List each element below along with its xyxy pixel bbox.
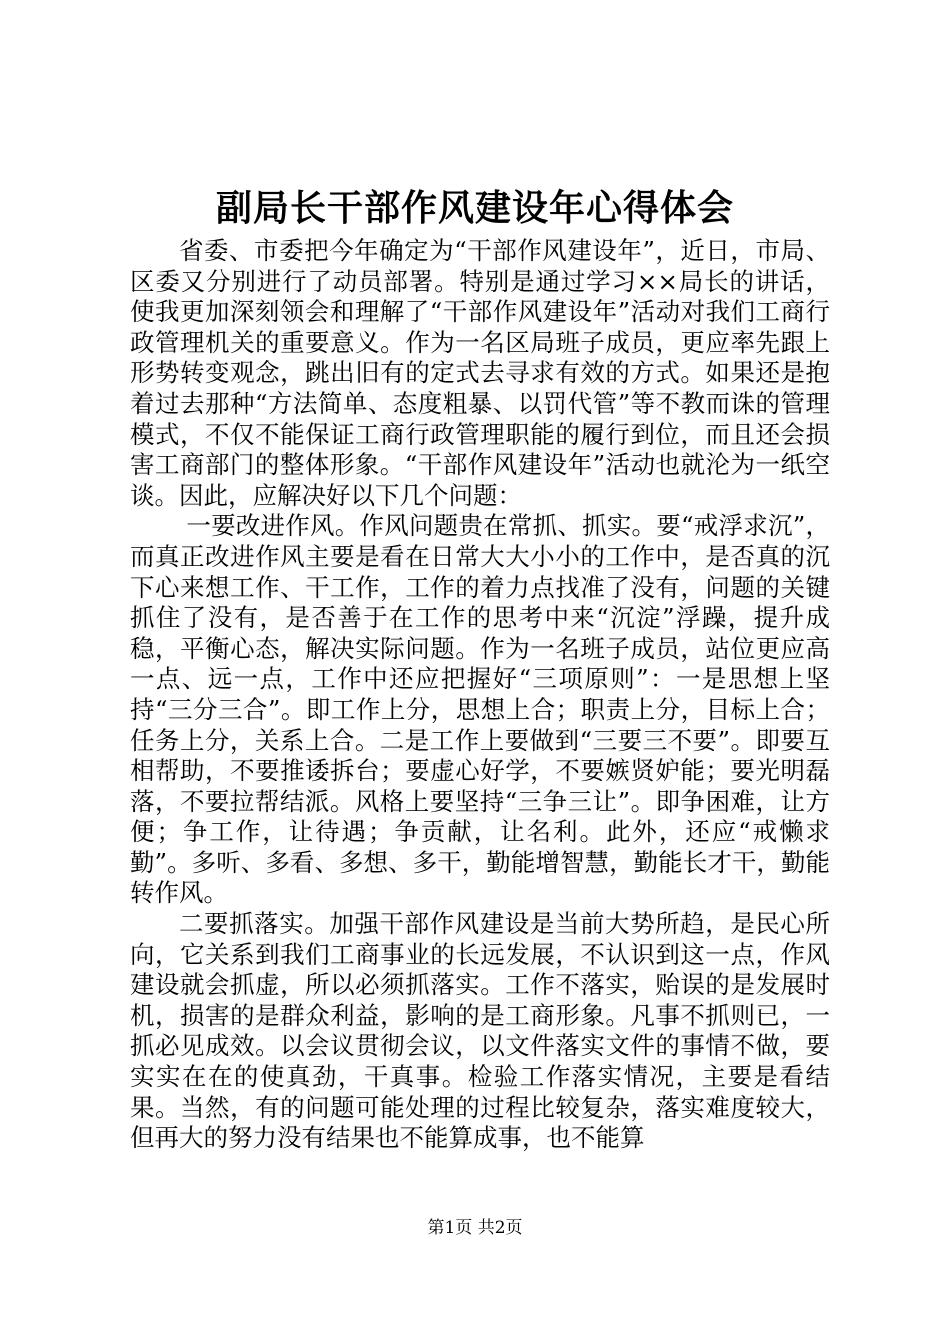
body-paragraph: 一要改进作风。作风问题贵在常抓、抓实。要“戒浮求沉”，而真正改进作风主要是看在日常大大小小的工作中，是否真的沉下心来想工作、干工作，工作的着力点找准了没有，问题的关键抓住了没有，是否善于在工作的思考中来“沉淀”浮躁，提升成稳，平衡心态，解决实际问题。作为一名班子成员，站位更应高一点、远一点，工作中还应把握好“三项原则”：一是思想上坚持“三分三合”。即工作上分，思想上合；职责上分，目标上合；任务上分，关系上合。二是工作上要做到“三要三不要”。即要互相帮助，不要推诿拆台；要虚心好学，不要嫉贤妒能；要光明磊落，不要拉帮结派。风格上要坚持“三争三让”。即争困难，让方便；争工作，让待遇；争贡献，让名利。此外，还应“戒懒求勤”。多听、多看、多想、多干，勤能增智慧，勤能长才干，勤能转作风。 <box>130 511 830 908</box>
body-paragraph: 省委、市委把今年确定为“干部作风建设年”，近日，市局、区委又分别进行了动员部署。特别是通过学习××局长的讲话，使我更加深刻领会和理解了“干部作风建设年”活动对我们工商行政管理机关的重要意义。作为一名区局班子成员，更应率先跟上形势转变观念，跳出旧有的定式去寻求有效的方式。如果还是抱着过去那种“方法简单、态度粗暴、以罚代管”等不教而诛的管理模式，不仅不能保证工商行政管理职能的履行到位，而且还会损害工商部门的整体形象。“干部作风建设年”活动也就沦为一纸空谈。因此，应解决好以下几个问题： <box>130 236 830 510</box>
page-number-footer: 第1页 共2页 <box>427 1218 523 1238</box>
body-paragraph: 二要抓落实。加强干部作风建设是当前大势所趋，是民心所向，它关系到我们工商事业的长远发展，不认识到这一点，作风建设就会抓虚，所以必须抓落实。工作不落实，贻误的是发展时机，损害的是群众利益，影响的是工商形象。凡事不抓则已，一抓必见成效。以会议贯彻会议，以文件落实文件的事情不做，要实实在在的使真劲，干真事。检验工作落实情况，主要是看结果。当然，有的问题可能处理的过程比较复杂，落实难度较大，但再大的努力没有结果也不能算成事，也不能算 <box>130 909 830 1153</box>
document-title: 副局长干部作风建设年心得体会 <box>215 187 734 229</box>
document-body <box>130 236 830 1154</box>
